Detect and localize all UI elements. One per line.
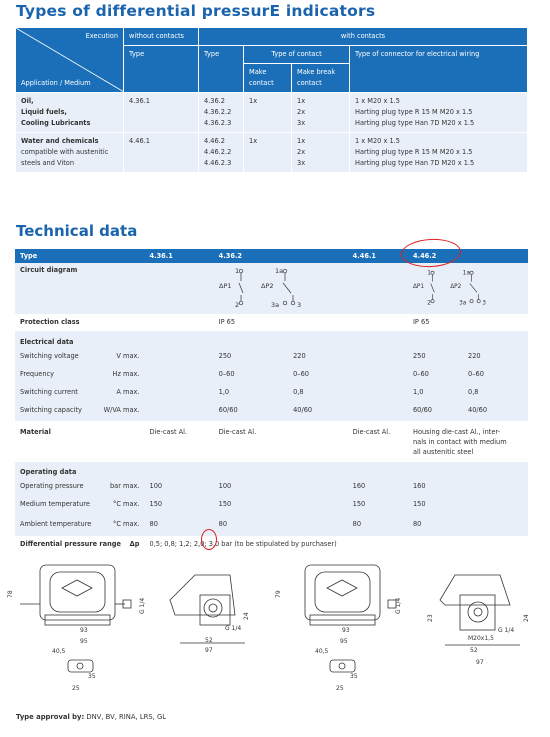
diff-pressure-row <box>15 537 528 555</box>
types-table <box>15 27 528 173</box>
col-4361: 4.36.1 <box>145 249 214 263</box>
svg-text:2: 2 <box>234 301 239 309</box>
dim-23: 23 <box>427 614 434 622</box>
value-a: 0–60 <box>218 370 235 378</box>
medium-cell: Water and chemicals compatible with austenitic steels and Viton <box>16 133 124 173</box>
circuit-diagram-4362 <box>214 263 348 315</box>
make-break-cell: 1x 2x 3x <box>292 133 350 173</box>
approval-value: DNV, BV, RINA, LRS, GL <box>86 713 167 721</box>
protection-4462: IP 65 <box>408 315 528 331</box>
value-a: 60/60 <box>412 406 432 414</box>
dim-40-5-b: 40,5 <box>315 648 329 655</box>
dim-25-b: 25 <box>336 685 344 692</box>
connector-header: Type of connector for electrical wiring <box>350 46 528 93</box>
make-break-cell: 1x 2x 3x <box>292 93 350 133</box>
make-break-header: Make break contact <box>292 64 350 93</box>
make-cell: 1x <box>244 133 292 173</box>
front-view-4462 <box>305 565 396 672</box>
circuit-row <box>15 263 528 315</box>
dim-93-b: 93 <box>342 627 350 634</box>
param-name: Operating pressure bar max. <box>20 481 140 490</box>
dim-97-b: 97 <box>476 659 484 666</box>
circuit-diagram-svg <box>219 265 343 309</box>
param-name: Ambient temperature °C max. <box>20 519 140 528</box>
material-4361: Die-cast Al. <box>145 421 214 461</box>
operating-label: Operating data <box>15 461 145 479</box>
dimension-labels <box>7 590 530 692</box>
param-name: Switching current A max. <box>20 388 140 396</box>
dim-g14-side: G 1/4 <box>225 625 242 632</box>
value-b: 220 <box>468 352 481 360</box>
dim-g14-b: G 1/4 <box>395 597 402 614</box>
types-row-oil <box>16 93 528 133</box>
value-b: 0,8 <box>468 388 479 396</box>
param-name: Frequency Hz max. <box>20 370 140 378</box>
medium-cell: Oil, Liquid fuels, Cooling Lubricants <box>16 93 124 133</box>
dim-35: 35 <box>88 673 96 680</box>
frequency-row <box>15 367 528 385</box>
value-a: 250 <box>218 352 232 360</box>
value-b: 0,8 <box>293 388 304 396</box>
connector-cell: 1 x M20 x 1.5 Harting plug type R 15 M M20 x 1.5 Harting plug type Han 7D M20 x 1.5 <box>350 133 528 173</box>
circuit-label: Circuit diagram <box>20 266 78 274</box>
svg-text:ΔP1: ΔP1 <box>412 283 425 290</box>
dim-24: 24 <box>243 612 250 620</box>
execution-medium-header <box>16 28 124 93</box>
dim-25: 25 <box>72 685 80 692</box>
types-row-water <box>16 133 528 173</box>
execution-label: Execution <box>85 32 118 40</box>
svg-text:1: 1 <box>234 267 239 275</box>
value-b: 40/60 <box>468 406 488 414</box>
type-approval <box>16 713 166 721</box>
svg-text:3a: 3a <box>270 301 279 309</box>
svg-text:ΔP1: ΔP1 <box>218 282 232 290</box>
svg-text:3: 3 <box>296 301 301 309</box>
dim-24-b: 24 <box>523 614 530 622</box>
electrical-header-row <box>15 331 528 350</box>
svg-text:1a: 1a <box>462 270 470 277</box>
col-4462: 4.46.2 <box>408 249 528 263</box>
make-cell: 1x <box>244 93 292 133</box>
tech-table <box>15 249 528 555</box>
application-label: Application / Medium <box>21 79 91 87</box>
connector-cell: 1 x M20 x 1.5 Harting plug type R 15 M M20 x 1.5 Harting plug type Han 7D M20 x 1.5 <box>350 93 528 133</box>
material-4362: Die-cast Al. <box>214 421 348 461</box>
without-type-header: Type <box>124 46 199 93</box>
with-type-header: Type <box>199 46 244 93</box>
dim-93: 93 <box>80 627 88 634</box>
material-row <box>15 421 528 461</box>
types-title: Types of differential pressurE indicators <box>16 2 376 20</box>
value-b: 0–60 <box>468 370 484 378</box>
param-name: Medium temperature °C max. <box>20 499 140 508</box>
ambient-temp-row: Ambient temperature °C max. 80 80 80 80 <box>15 517 528 537</box>
value-a: 1,0 <box>412 388 424 396</box>
protection-label: Protection class <box>15 315 145 331</box>
dim-m20: M20x1,5 <box>468 635 494 642</box>
dim-78: 78 <box>7 590 14 598</box>
operating-header-row <box>15 461 528 479</box>
tech-title: Technical data <box>16 222 138 240</box>
protection-4362: IP 65 <box>214 315 348 331</box>
dim-g14-side-b: G 1/4 <box>498 627 515 634</box>
types-cell: 4.46.2 4.46.2.2 4.46.2.3 <box>199 133 244 173</box>
value-b: 0–60 <box>293 370 309 378</box>
svg-text:2: 2 <box>427 300 431 307</box>
material-4462: Housing die-cast Al., inter- nals in contact with medium all austenitic steel <box>408 421 528 461</box>
capacity-row <box>15 403 528 421</box>
dim-g14: G 1/4 <box>139 597 146 614</box>
circuit-diagram-4462 <box>408 263 528 315</box>
make-contact-header: Make contact <box>244 64 292 93</box>
pressure-row: Operating pressure bar max. 100 100 160 160 <box>15 479 528 497</box>
dim-95-b: 95 <box>340 638 348 645</box>
current-row <box>15 385 528 403</box>
col-4461: 4.46.1 <box>348 249 408 263</box>
value-b: 40/60 <box>293 406 313 414</box>
value-a: 60/60 <box>218 406 238 414</box>
dim-40-5: 40,5 <box>52 648 66 655</box>
types-cell: 4.36.2 4.36.2.2 4.36.2.3 <box>199 93 244 133</box>
without-type-cell: 4.36.1 <box>124 93 199 133</box>
svg-text:3a: 3a <box>459 300 467 307</box>
material-4461: Die-cast Al. <box>348 421 408 461</box>
col-4362: 4.36.2 <box>214 249 348 263</box>
voltage-row <box>15 349 528 367</box>
value-b: 220 <box>293 352 306 360</box>
dim-52: 52 <box>205 637 213 644</box>
value-a: 250 <box>412 352 426 360</box>
type-header: Type <box>15 249 145 263</box>
param-name: Differential pressure range Δp <box>15 537 145 555</box>
without-contacts-header: without contacts <box>124 28 199 46</box>
medium-temp-row: Medium temperature °C max. 150 150 150 150 <box>15 497 528 517</box>
svg-text:ΔP2: ΔP2 <box>260 282 274 290</box>
dim-79: 79 <box>275 590 282 598</box>
param-name: Switching capacity W/VA max. <box>20 406 140 414</box>
highlight-circle-range <box>201 529 217 550</box>
dim-35-b: 35 <box>350 673 358 680</box>
svg-text:1a: 1a <box>274 267 283 275</box>
svg-text:1: 1 <box>427 270 431 277</box>
value-a: 0–60 <box>412 370 429 378</box>
diff-pressure-value: 0,5; 0,8; 1,2; 2,0; 3,0 bar (to be stipulated by purchaser) <box>145 537 529 555</box>
circuit-diagram-svg <box>413 265 523 309</box>
approval-label: Type approval by: <box>16 713 85 721</box>
front-view-4362 <box>20 565 131 672</box>
without-type-cell: 4.46.1 <box>124 133 199 173</box>
electrical-label: Electrical data <box>15 331 145 350</box>
param-name: Switching voltage V max. <box>20 352 140 360</box>
dim-95: 95 <box>80 638 88 645</box>
dim-97: 97 <box>205 647 213 654</box>
dimension-drawings <box>0 560 550 710</box>
with-contacts-header: with contacts <box>199 28 528 46</box>
side-view-4362 <box>170 575 245 643</box>
svg-text:3: 3 <box>482 300 486 307</box>
dim-52-b: 52 <box>470 647 478 654</box>
value-a: 1,0 <box>218 388 230 396</box>
svg-text:ΔP2: ΔP2 <box>450 283 462 290</box>
material-label: Material <box>15 421 145 461</box>
protection-row <box>15 315 528 331</box>
type-of-contact-header: Type of contact <box>244 46 350 64</box>
